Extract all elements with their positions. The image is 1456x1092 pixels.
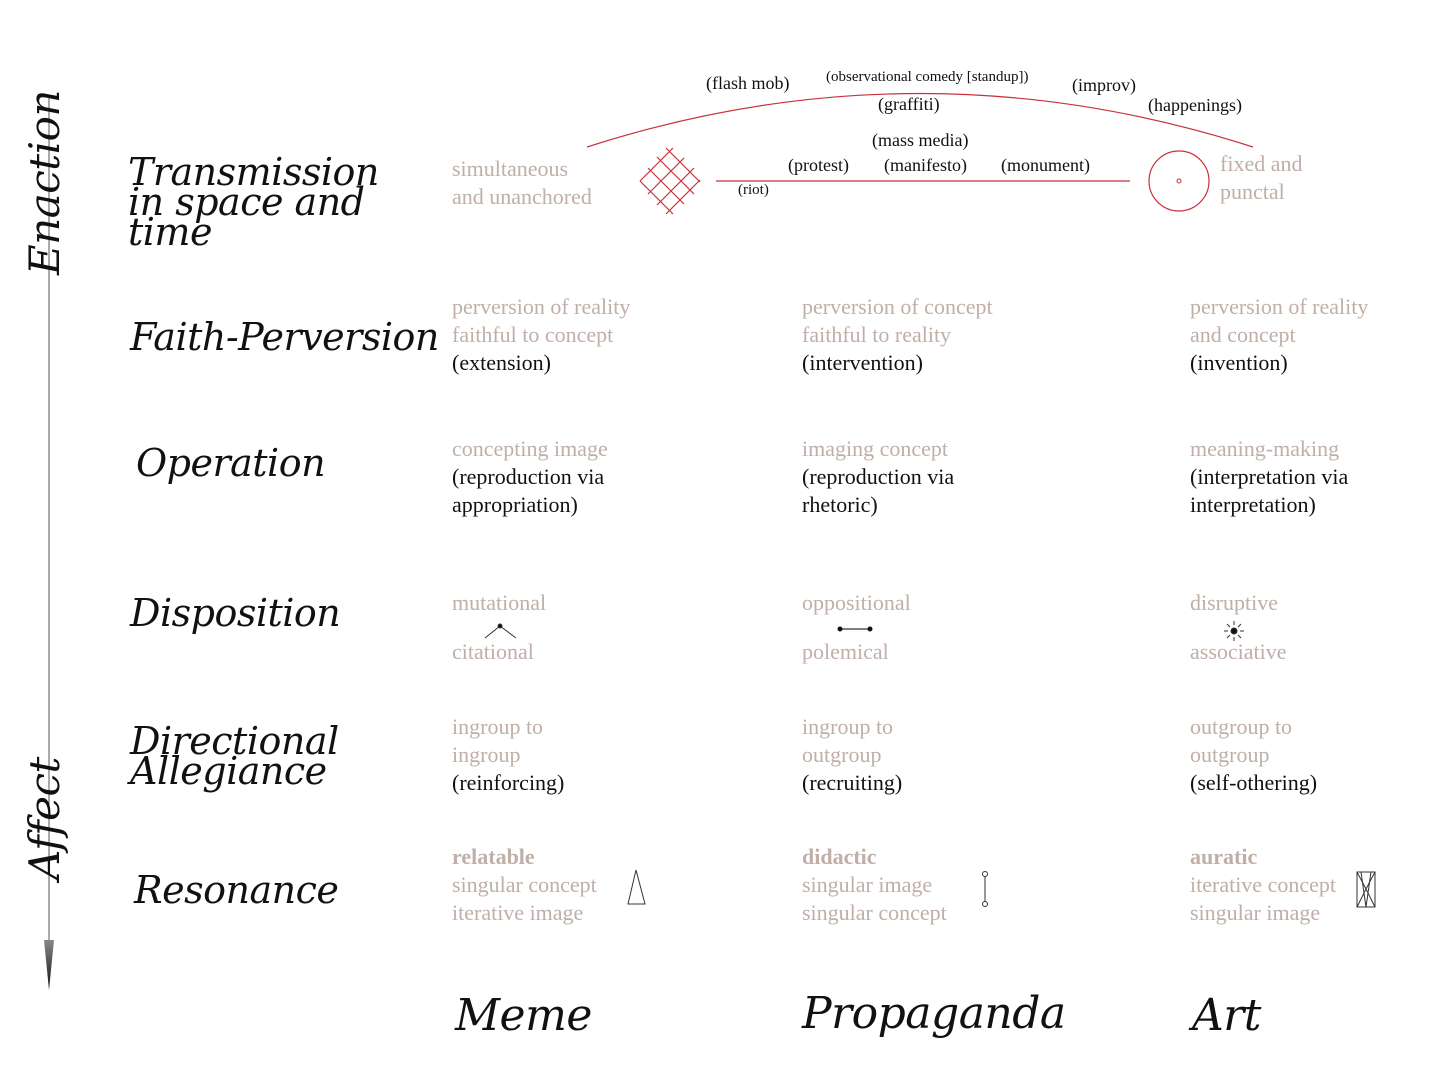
allegiance-meme-cell: ingroup to ingroup (reinforcing) <box>452 714 565 795</box>
row-label-transmission: Transmission in space and time <box>128 150 379 254</box>
point-center-dot <box>1177 179 1181 183</box>
allegiance-art-cell: outgroup to outgroup (self-othering) <box>1190 714 1318 795</box>
relatable-triangle-icon <box>628 870 645 904</box>
spectrum-mass-media: (mass media) <box>872 130 969 150</box>
disposition-meme-top: mutational <box>452 590 547 615</box>
row-label-disposition: Disposition <box>130 591 341 635</box>
spectrum-observational-comedy: (observational comedy [standup]) <box>826 69 1029 85</box>
spectrum-monument: (monument) <box>1001 155 1090 175</box>
resonance-art-cell: auratic iterative concept singular image <box>1190 844 1336 925</box>
faith-propaganda-cell: perversion of concept faithful to reality (intervention) <box>802 294 993 375</box>
allegiance-propaganda-cell: ingroup to outgroup (recruiting) <box>802 714 903 795</box>
disposition-art-bottom: associative <box>1190 639 1287 664</box>
spectrum-flash-mob: (flash mob) <box>706 73 790 93</box>
mutational-icon <box>485 624 516 638</box>
point-circle-icon <box>1149 151 1209 211</box>
spectrum-improv: (improv) <box>1072 75 1136 95</box>
spectrum-protest: (protest) <box>788 155 849 175</box>
transmission-left-text: simultaneous and unanchored <box>452 156 592 209</box>
operation-meme-cell: concepting image (reproduction via appropriation) <box>452 436 608 517</box>
column-title-meme: Meme <box>455 990 592 1041</box>
row-label-faith-perversion: Faith-Perversion <box>130 315 439 359</box>
didactic-icon <box>983 872 988 907</box>
operation-art-cell: meaning-making (interpretation via interpretation) <box>1190 436 1349 517</box>
row-label-resonance: Resonance <box>134 868 339 912</box>
axis-arrow-head <box>44 940 54 990</box>
disposition-meme-bottom: citational <box>452 639 534 664</box>
column-title-art: Art <box>1192 990 1261 1041</box>
faith-art-cell: perversion of reality and concept (invention) <box>1190 294 1369 375</box>
disposition-propaganda-bottom: polemical <box>802 639 889 664</box>
diamond-grid-icon <box>640 148 700 214</box>
spectrum-riot: (riot) <box>738 182 769 198</box>
disposition-art-top: disruptive <box>1190 590 1278 615</box>
column-title-propaganda: Propaganda <box>802 988 1066 1039</box>
resonance-propaganda-cell: didactic singular image singular concept <box>802 844 947 925</box>
spectrum-manifesto: (manifesto) <box>884 155 967 175</box>
spectrum-graffiti: (graffiti) <box>878 94 940 114</box>
transmission-right-text: fixed and punctal <box>1220 151 1303 204</box>
axis-label-affect: Affect <box>20 757 69 880</box>
disposition-propaganda-top: oppositional <box>802 590 911 615</box>
operation-propaganda-cell: imaging concept (reproduction via rhetoric) <box>802 436 955 517</box>
axis-label-enaction: Enaction <box>20 90 69 275</box>
row-label-operation: Operation <box>136 441 326 485</box>
resonance-meme-cell: relatable singular concept iterative image <box>452 844 597 925</box>
row-label-directional-allegiance: Directional Allegiance <box>130 719 339 793</box>
auratic-hourglass-icon <box>1357 872 1375 907</box>
oppositional-icon <box>838 627 873 632</box>
spectrum-happenings: (happenings) <box>1148 95 1242 115</box>
faith-meme-cell: perversion of reality faithful to concept (extension) <box>452 294 631 375</box>
